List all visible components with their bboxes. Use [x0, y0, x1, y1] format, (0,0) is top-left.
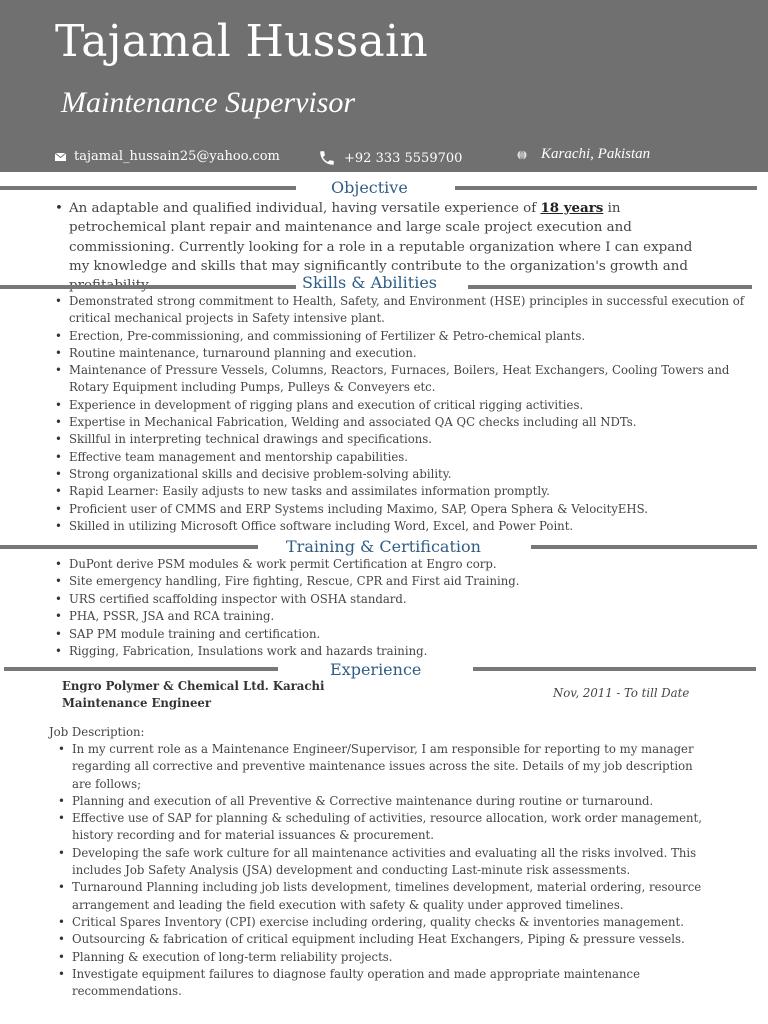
duties-list: [58, 741, 708, 1000]
resume-header: [0, 0, 768, 172]
contact-location: [517, 146, 650, 163]
section-title-skills: Skills & Abilities: [302, 273, 438, 292]
job-title: Maintenance Supervisor: [61, 86, 356, 119]
objective-text: • An adaptable and qualified individual, having versatile experience of 18 years in petrochemical plant repair and maintenance and large scale project execution and commissioning. Currently looking for a role in a reputable organization where I can expand my knowledge and skills that may significantly contribute to the organization's growth and: [55, 199, 715, 295]
contact-phone[interactable]: [318, 149, 462, 167]
list-item: • Effective use of SAP for planning & scheduling of activities, resource allocation, work order management, history recording and for material issuances & procurement.: [58, 810, 708, 845]
list-item: • Maintenance of Pressure Vessels, Columns, Reactors, Furnaces, Boilers, Heat Exchangers, Cooling Towers and Rotary Equipment including Pumps, Pulleys & Conveyers etc.: [55, 362, 745, 397]
list-item: • Rapid Learner: Easily adjusts to new tasks and assimilates information promptly.: [55, 483, 745, 500]
list-item: • Investigate equipment failures to diagnose faulty operation and made appropriate maintenance recommendations.: [58, 966, 708, 1001]
list-item: • Turnaround Planning including job lists development, timelines development, material ordering, resource arrangement and leading the field execution with safety & quality under approved timelines.: [58, 879, 708, 914]
list-item: • Site emergency handling, Fire fighting, Rescue, CPR and First aid Training.: [55, 573, 735, 590]
list-item: • Proficient user of CMMS and ERP Systems including Maximo, SAP, Opera Sphera & VelocityEHS.: [55, 501, 745, 518]
divider: [455, 186, 757, 190]
list-item: • Experience in development of rigging plans and execution of critical rigging activities.: [55, 397, 745, 414]
list-item: • Demonstrated strong commitment to Health, Safety, and Environment (HSE) principles in successful execution of critical mechanical projects in Safety intensive plant.: [55, 293, 745, 328]
list-item: • PHA, PSSR, JSA and RCA training.: [55, 608, 735, 625]
list-item: • Expertise in Mechanical Fabrication, Welding and associated QA QC checks including all NDTs.: [55, 414, 745, 431]
list-item: • Planning and execution of all Preventive & Corrective maintenance during routine or turnaround.: [58, 793, 708, 810]
location-text: Karachi, Pakistan: [541, 146, 651, 162]
divider: [4, 667, 278, 671]
list-item: • Developing the safe work culture for all maintenance activities and evaluating all the risks involved. This includes Job Safety Analysis (JSA) development and conducting Last-minute risk assessments.: [58, 845, 708, 880]
list-item: • Strong organizational skills and decisive problem-solving ability.: [55, 466, 745, 483]
section-title-training: Training & Certification: [286, 537, 481, 556]
position-title: Maintenance Engineer: [62, 696, 212, 710]
list-item: • Erection, Pre-commissioning, and commissioning of Fertilizer & Petro-chemical plants.: [55, 328, 745, 345]
divider: [468, 285, 752, 289]
envelope-icon: [55, 153, 66, 161]
list-item: • In my current role as a Maintenance Engineer/Supervisor, I am responsible for reporting to my manager regarding all corrective and preventive maintenance issues across the site. Details of my job description are follows;: [58, 741, 708, 793]
list-item: • Rigging, Fabrication, Insulations work and hazards training.: [55, 643, 735, 660]
email-text: tajamal_hussain25@yahoo.com: [74, 149, 280, 164]
list-item: • DuPont derive PSM modules & work permit Certification at Engro corp.: [55, 556, 735, 573]
candidate-name: Tajamal Hussain: [55, 16, 429, 67]
divider: [0, 186, 296, 190]
section-title-experience: Experience: [330, 660, 422, 679]
experience-company: [62, 678, 324, 712]
list-item: • Outsourcing & fabrication of critical equipment including Heat Exchangers, Piping & pressure vessels.: [58, 931, 708, 948]
contact-email[interactable]: [55, 149, 280, 164]
experience-years: 18 years: [540, 200, 604, 216]
experience-date: Nov, 2011 - To till Date: [553, 686, 690, 700]
list-item: • SAP PM module training and certification.: [55, 626, 735, 643]
divider: [473, 667, 756, 671]
list-item: • Routine maintenance, turnaround planning and execution.: [55, 345, 745, 362]
job-description-label: Job Description:: [49, 725, 145, 739]
globe-icon: [517, 150, 527, 160]
list-item: • Planning & execution of long-term reliability projects.: [58, 949, 708, 966]
list-item: • Effective team management and mentorship capabilities.: [55, 449, 745, 466]
list-item: • Skilled in utilizing Microsoft Office software including Word, Excel, and Power Point.: [55, 518, 745, 535]
phone-icon: [318, 149, 336, 167]
training-list: [55, 556, 735, 660]
company-name: Engro Polymer & Chemical Ltd. Karachi: [62, 679, 325, 693]
divider: [0, 545, 258, 549]
phone-text: +92 333 5559700: [344, 150, 463, 166]
divider: [531, 545, 757, 549]
list-item: • Skillful in interpreting technical drawings and specifications.: [55, 431, 745, 448]
divider: [0, 285, 296, 289]
skills-list: [55, 293, 745, 535]
list-item: • Critical Spares Inventory (CPI) exercise including ordering, quality checks & inventories management.: [58, 914, 708, 931]
section-title-objective: Objective: [331, 178, 408, 197]
list-item: • URS certified scaffolding inspector with OSHA standard.: [55, 591, 735, 608]
